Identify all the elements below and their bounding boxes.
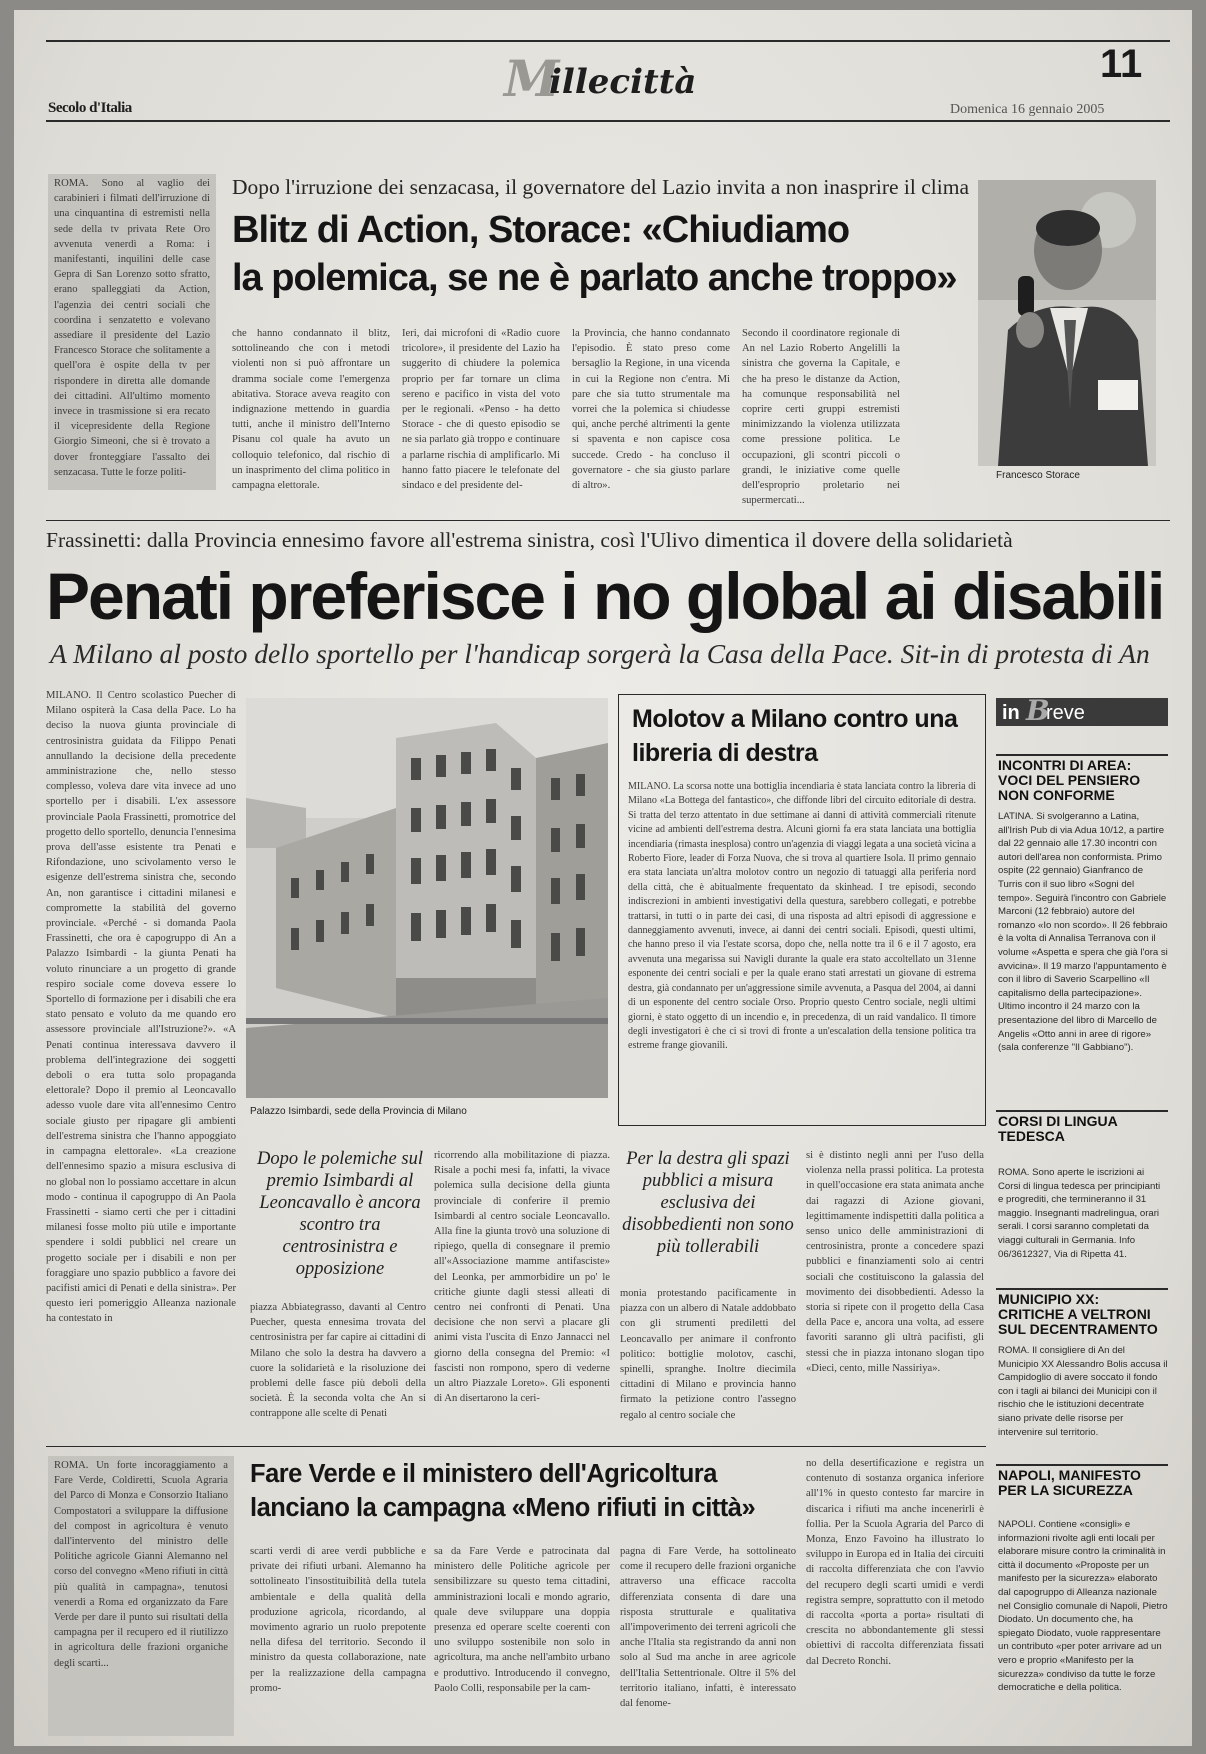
breve-item3-body: ROMA. Il consigliere di An del Municipio XX Alessandro Bolis accusa il Campidoglio di avere soccato il fondo con i tagli ai bilanci dei Municipi con il rischio che le istituzioni decentrate siano private delle risorse per intervenire sul territorio.	[998, 1345, 1168, 1438]
article1-col2: che hanno condannato il blitz, sottolineando che con i metodi violenti non si può affrontare un dramma sociale come l'emergenza abitativa. Storace aveva reagito con indignazione mettendo in guardia tutti, anche il ministro dell'Interno Pisanu col quale ha avuto un colloquio telefonico, dal rischio di un inasprimento del clima politico in campagna elettorale.	[232, 328, 390, 492]
article2-col2: piazza Abbiategrasso, davanti al Centro Puecher, questa ennesima trovata del centrosinistra per far capire ai cittadini di Milano che solo la destra ha davvero a cuore la solidarietà e la risoluzione dei problemi delle fasce più deboli della società. È la seconda volta che An si contrappone alle scelte di Penati	[250, 1302, 426, 1420]
breve-rule-1	[996, 754, 1168, 756]
article1-headline-line1: Blitz di Action, Storace: «Chiudiamo	[232, 209, 850, 251]
section-title: illecittà	[549, 62, 697, 102]
storace-photo	[978, 180, 1156, 466]
breve-rule-4	[996, 1464, 1168, 1466]
breve-item4-body: NAPOLI. Contiene «consigli» e informazioni rivolte agli enti locali per elaborare misure contro la criminalità in città il documento «Proposte per un manifesto per la sicurezza» elaborato dal capogruppo di Alleanza nazionale nel Consiglio comunale di Napoli, Pietro Diodato. Un documento che, ha spiegato Diodato, vuole rappresentare un contributo «per poter arrivare ad un vero e proprio «Manifesto per la sicurezza» condiviso da tutte le forze democratiche e della politica.	[998, 1519, 1168, 1694]
article1-col5: Secondo il coordinatore regionale di An nel Lazio Roberto Angelilli la sinistra che governa la Capitale, e che ha preso le distanze da Action, ha comunque responsabilità nel coprire certi gruppi estremisti minimizzando la violenza utilizzata come pressione politica. Le occupazioni, gli scontri piccoli o grandi, le iniziative come quelle dell'esproprio proletario nei supermercati...	[742, 328, 900, 507]
page-number: 11	[1100, 42, 1143, 86]
article2-deck: A Milano al posto dello sportello per l'handicap sorgerà la Casa della Pace. Sit-in di protesta di An	[50, 638, 1150, 669]
article2-top-rule	[46, 520, 1170, 521]
article1-headline-line2: la polemica, se ne è parlato anche troppo»	[232, 257, 957, 299]
article1-lead: ROMA. Sono al vaglio dei carabinieri i filmati dell'irruzione di una cinquantina di estremisti nella sede della tv privata Rete Oro avvenuta venerdì a Roma: i manifestanti, inquilini delle case Gepra di San Lorenzo sotto sfratto, erano spalleggiati da Action, l'agenzia dei centri sociali che coordina i senzatetto e volevano assediare il presidente del Lazio Francesco Storace che solitamente a quell'ora è ospite della tv per rispondere in diretta alle domande dei cittadini. All'ultimo momento invece in trasmissione si era recato il vicepresidente della Regione Giorgio Simeoni, che si è trovato a dover fronteggiare l'assalto dei senzacasa. Tutte le forze politi-	[48, 174, 216, 490]
article2-headline: Penati preferisce i no global ai disabili	[46, 559, 1164, 633]
molotov-body: MILANO. La scorsa notte una bottiglia incendiaria è stata lanciata contro la libreria di Milano «La Bottega del fantastico», che diffonde libri del circuito editoriale di destra. Si tratta del terzo attentato in due settimane ai danni di attività commerciali ritenute vicine ad ambienti dell'estrema destra. Alcuni giorni fa era stata lanciata una bottiglia incendiaria (rimasta inesplosa) contro un'agenzia di viaggi legata a una società vicina a Roberto Fiore, leader di Forza Nuova, che si trova al quartiere Isola. Il primo gennaio era stata lanciata un'altra molotov contro un negozio di tatuaggi alla periferia nord della città, che è abitualmente frequentato da skinhead. I tre episodi, secondo indiscrezioni in ambienti investigativi della questura, sarebbero collegati, e potrebbe trattarsi, in tutti o in parte dei casi, di una risposta ad altri episodi di aggressione e danneggiamento avvenuti, invece, ai danni dei centri sociali. Episodi, questi ultimi, che hanno preso il via l'estate scorsa, dopo che, nella notte tra il 6 e il 7 agosto, era avvenuta una megarissa sui Navigli durante la quale era stato accoltellato un 31enne esponente dei centri sociali e per la quale erano stati arrestati un giovane di estrema destra, già condannato per un'aggressione simile avvenuta, a Pasqua del 2004, ai danni di un esponente del centro sociale Orso. Proprio questo Centro sociale, negli ultimi giorni, è stato oggetto di un incendio e, in precedenza, di un raid vandalico. Il timore degli investigatori è che ci si trovi di fronte a un'escalation della tensione politica tra estreme frange giovanili.	[628, 781, 976, 1052]
top-rule	[46, 40, 1170, 42]
breve-item1-body: LATINA. Si svolgeranno a Latina, all'Irish Pub di via Adua 10/12, a partire dal 22 gennaio alle 17.30 incontri con autori dell'area non conformista. Primo ospite (22 gennaio) Gianfranco de Turris con il suo libro «Sogni del tempo». Seguirà l'incontro con Gabriele Marconi (12 febbraio) autore del romanzo «Io non scordo». Il 26 febbraio è la volta di Annalisa Terranova con il volume «Aspetta e spera che già l'ora si avvicina». Il 19 marzo l'appuntamento è con il libro di Saverio Scarpellino «Il capitalismo della partecipazione». Ultimo incontro il 24 marzo con la presentazione del libro di Marcello de Angelis «Otto anni in aree di rigore» (sala conferenze "Il Gabbiano").	[998, 811, 1168, 1054]
article1-col4: la Provincia, che hanno condannato l'episodio. È stato preso come bersaglio la Regione, in una vicenda in cui la Regione non c'entra. Mi pare che sia tutto strumentale ma vorrei che la polemica si chiudesse qui, anche perché altrimenti la gente si spaventa e non capisce cosa succede. Credo - ha concluso il governatore - che sia giusto parlare di altro».	[572, 328, 730, 492]
article3-lead: ROMA. Un forte incoraggiamento a Fare Verde, Coldiretti, Scuola Agraria del Parco di Monza e Consorzio Italiano Compostatori a sviluppare la diffusione del compost in agricoltura è venuto dall'intervento del ministro delle Politiche agricole Gianni Alemanno nel corso del convegno «Meno rifiuti in città più qualità in campagna», tenutosi venerdì a Roma ed organizzato da Fare Verde per dare il punto sui risultati della campagna per il recupero ed il riutilizzo in agricoltura delle frazioni organiche degli scarti...	[48, 1456, 234, 1736]
section-letter-m: M	[504, 49, 558, 108]
article1-kicker: Dopo l'irruzione dei senzacasa, il governatore del Lazio invita a non inasprire il clima	[232, 175, 969, 199]
article2-pullquote2: Per la destra gli spazi pubblici a misura esclusiva dei disobbedienti non sono più tollerabili	[622, 1149, 794, 1257]
breve-rule-2	[996, 1110, 1168, 1112]
header-rule	[46, 120, 1170, 122]
molotov-headline: Molotov a Milano contro una libreria di destra	[632, 705, 958, 767]
article2-kicker: Frassinetti: dalla Provincia ennesimo favore all'estrema sinistra, così l'Ulivo dimentica il dovere della solidarietà	[46, 528, 1013, 552]
article2-pullquote1: Dopo le polemiche sul premio Isimbardi al Leoncavallo è ancora scontro tra centrosinistra e opposizione	[257, 1149, 423, 1279]
article2-col4: monia protestando pacificamente in piazza con un albero di Natale addobbato con gli strumenti prediletti del Leoncavallo per animare il confronto politico: bottiglie molotov, caschi, spinelli, spranghe. Inoltre diecimila cittadini di Milano e provincia hanno firmato la petizione contro l'assegno regalo al centro sociale che	[620, 1288, 796, 1421]
palazzo-photo-caption: Palazzo Isimbardi, sede della Provincia di Milano	[250, 1106, 467, 1117]
newspaper-page	[14, 10, 1192, 1746]
article3-col5: no della desertificazione e registra un contenuto di sostanza organica inferiore all'1% in questo contesto far marcire in discarica i rifiuti ma anche incenerirli è follia. Per la Scuola Agraria del Parco di Monza, Enzo Favoino ha illustrato lo sviluppo in Europa ed in Italia dei circuiti di raccolta differenziata che con l'avvio del recupero degli scarti umidi e verdi registra sempre, soprattutto con il metodo di raccolta «porta a porta» risultati di crescita no abbondantemente gli stessi obiettivi di raccolta differenziata fissati dal Decreto Ronchi.	[806, 1458, 984, 1667]
issue-date: Domenica 16 gennaio 2005	[950, 102, 1105, 117]
breve-item1-title: INCONTRI DI AREA: VOCI DEL PENSIERO NON CONFORME	[998, 757, 1141, 803]
breve-rule-3	[996, 1288, 1168, 1290]
article3-top-rule	[46, 1446, 986, 1447]
article2-col5: si è distinto negli anni per l'uso della violenza nella prassi politica. La protesta in quell'occasione era stata animata anche dai ragazzi di Azione giovani, legittimamente indispettiti dalla politica a senso unico delle amministrazioni di centrosinistra, pronte a concedere spazi pubblici e finanziamenti solo ai centri sociali che costituiscono la galassia del movimento dei disobbedienti. Adesso la storia si ripete con il progetto della Casa della Pace e, ancora una volta, ad essere favoriti saranno gli ultrà pacifisti, gli stessi che in piazza intonano slogan tipo «Dieci, cento, mille Nassiriya».	[806, 1150, 984, 1374]
article2-col1: MILANO. Il Centro scolastico Puecher di Milano ospiterà la Casa della Pace. Lo ha deciso la nuova giunta provinciale di centrosinistra guidata da Filippo Penati annullando la decisione della precedente amministrazione che, nello stesso complesso, voleva dare vita invece ad uno sportello per i disabili. L'ex assessore provinciale Paola Frassinetti, promotrice del progetto dello sportello, denuncia l'ennesima prova dell'asse esistente tra Penati e Rifondazione, uno scivolamento verso le esigenze dell'estrema sinistra che, secondo An, non garantisce i cittadini milanesi e compromette la stabilità del governo provinciale. «Perché - si domanda Paola Frassinetti, che ora è capogruppo di An a Palazzo Isimbardi - la giunta Penati ha voluto rinunciare a un progetto di grande respiro sociale come doveva essere lo Sportello di formazione per i disabili che era stato pensato e voluto da me quando ero assessore provinciale all'Istruzione?». «A Penati continua interessava davvero il problema dell'integrazione dei soggetti deboli o era tutta solo propaganda elettorale? Dopo il premio al Leoncavallo adesso vuole dare vita all'ennesimo Centro sociale giusto per ripagare gli ambienti dell'estrema sinistra che l'hanno appoggiato in campagna elettorale». «La creazione dell'ennesimo spazio a misura esclusiva di no global non lo possiamo accettare in alcun modo - continua il capogruppo di An Paola Frassinetti - siamo certi che per i cittadini milanesi fosse molto più utile e importante spendere i soldi pubblici nel creare un progetto sociale per i disabili e non per foraggiare uno spazio pubblico a favore dei pacifisti amici di Penati e della sinistra». Per questo ieri pomeriggio Alleanza nazionale ha contestato in	[46, 690, 236, 1325]
article1-col3: Ieri, dai microfoni di «Radio cuore tricolore», il presidente del Lazio ha suggerito di chiudere la polemica proprio per far tornare un clima sereno e pacifico in vista del voto per le regionali. «Penso - ha detto Storace - che di questo episodio se ne sia parlato già troppo e continuare a parlarne rischia di amplificarlo. Mi hanno fatto piacere le telefonate del sindaco e del presidente del-	[402, 328, 560, 492]
storace-photo-caption: Francesco Storace	[996, 470, 1080, 481]
article2-col3: ricorrendo alla mobilitazione di piazza. Risale a pochi mesi fa, infatti, la vivace polemica sulla decisione della giunta provinciale di conferire il premio Isimbardi al centro sociale Leoncavallo. Alla fine la giunta trovò una soluzione di ripiego, quella di consegnare il premio all'«Associazione mamme antifasciste» del Leonka, per ammorbidire un po' le critiche giunte dagli stessi alleati di centro nei confronti di Penati. Una decisione che non servì a placare gli animi vista l'uscita di Enzo Jannacci nel giorno della consegna del Premio: «I fascisti non rompono, spero di vederne un altro Piazzale Loreto». Gli esponenti di An disertarono la ceri-	[434, 1150, 610, 1405]
breve-item4-title: NAPOLI, MANIFESTO PER LA SICUREZZA	[998, 1467, 1141, 1498]
breve-item3-title: MUNICIPIO XX: CRITICHE A VELTRONI SUL DECENTRAMENTO	[998, 1291, 1158, 1337]
breve-item2-body: ROMA. Sono aperte le iscrizioni ai Corsi di lingua tedesca per principianti e progrediti, che termineranno il 31 maggio. Insegnanti madrelingua, orari serali. I corsi saranno completati da viaggi culturali in Germania. Info 06/3612327, Via di Ripetta 41.	[998, 1167, 1161, 1260]
article3-headline-line1: Fare Verde e il ministero dell'Agricoltura	[250, 1460, 717, 1488]
article3-col4: pagna di Fare Verde, ha sottolineato come il recupero delle frazioni organiche attraverso una efficace raccolta differenziata consenta di dare una risposta strutturale e qualitativa all'impoverimento dei terreni agricoli che anche l'Italia sta registrando da anni non solo al Sud ma anche in aree agricole dell'Italia Settentrionale. Oltre il 5% del territorio italiano, infatti, è interessato dal fenome-	[620, 1546, 796, 1710]
article3-headline-line2: lanciano la campagna «Meno rifiuti in città»	[250, 1494, 756, 1522]
breve-item2-title: CORSI DI LINGUA TEDESCA	[998, 1113, 1118, 1144]
palazzo-isimbardi-photo	[246, 698, 608, 1098]
article3-col3: sa da Fare Verde e patrocinata dal ministero delle Politiche agricole per sensibilizzare su questo tema cittadini, amministrazioni locali e mondo agrario, quale deve sviluppare una doppia presenza ed operare scelte coerenti con uno sviluppo sostenibile non solo in agricoltura, ma anche nell'ambito urbano e produttivo. Introducendo il convegno, Paolo Colli, responsabile per la cam-	[434, 1546, 610, 1694]
paper-name: Secolo d'Italia	[48, 100, 132, 116]
article3-col2: scarti verdi di aree verdi pubbliche e private dei rifiuti urbani. Alemanno ha sottolineato l'insostituibilità della tutela ambientale e della qualità della produzione agricola, ricordando, al movimento agrario un ruolo prepotente nella difesa del territorio. Secondo il ministro da questa collaborazione, nate per la realizzazione della campagna promo-	[250, 1546, 426, 1694]
in-breve-label: in B reve	[996, 698, 1168, 726]
